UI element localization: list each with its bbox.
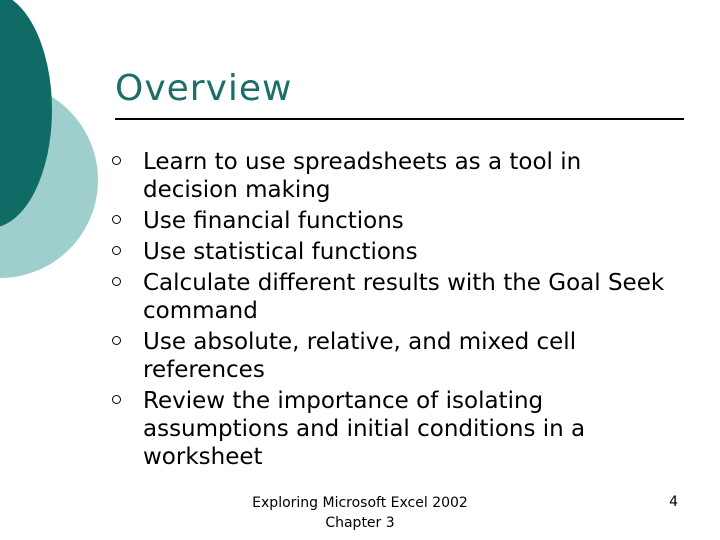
bullet-item — [112, 148, 672, 204]
bullet-circle-icon — [112, 215, 121, 224]
bullet-item — [112, 269, 672, 325]
footer-course-title: Exploring Microsoft Excel 2002 — [252, 495, 468, 511]
bullet-circle-icon — [112, 277, 121, 286]
page-number: 4 — [669, 494, 678, 510]
title-divider — [115, 118, 684, 120]
bullet-circle-icon — [112, 336, 121, 345]
bullet-circle-icon — [112, 395, 121, 404]
bullet-item — [112, 207, 672, 235]
slide-footer — [210, 493, 510, 533]
bullet-circle-icon — [112, 246, 121, 255]
bullet-item — [112, 238, 672, 266]
bullet-circle-icon — [112, 156, 121, 165]
slide-title: Overview — [115, 68, 293, 109]
bullet-text: Review the importance of isolating assumptions and initial conditions in a worksheet — [143, 388, 586, 470]
bullet-item — [112, 328, 672, 384]
bullet-text: Learn to use spreadsheets as a tool in decision making — [143, 149, 582, 203]
bullet-text: Use statistical functions — [143, 239, 418, 265]
bullet-text: Use absolute, relative, and mixed cell references — [143, 329, 577, 383]
bullet-list — [112, 148, 672, 471]
bullet-text: Calculate different results with the Goal Seek command — [143, 270, 665, 324]
footer-chapter: Chapter 3 — [325, 515, 395, 531]
bullet-item — [112, 387, 672, 471]
bullet-text: Use financial functions — [143, 208, 404, 234]
decorative-circles — [0, 0, 120, 300]
